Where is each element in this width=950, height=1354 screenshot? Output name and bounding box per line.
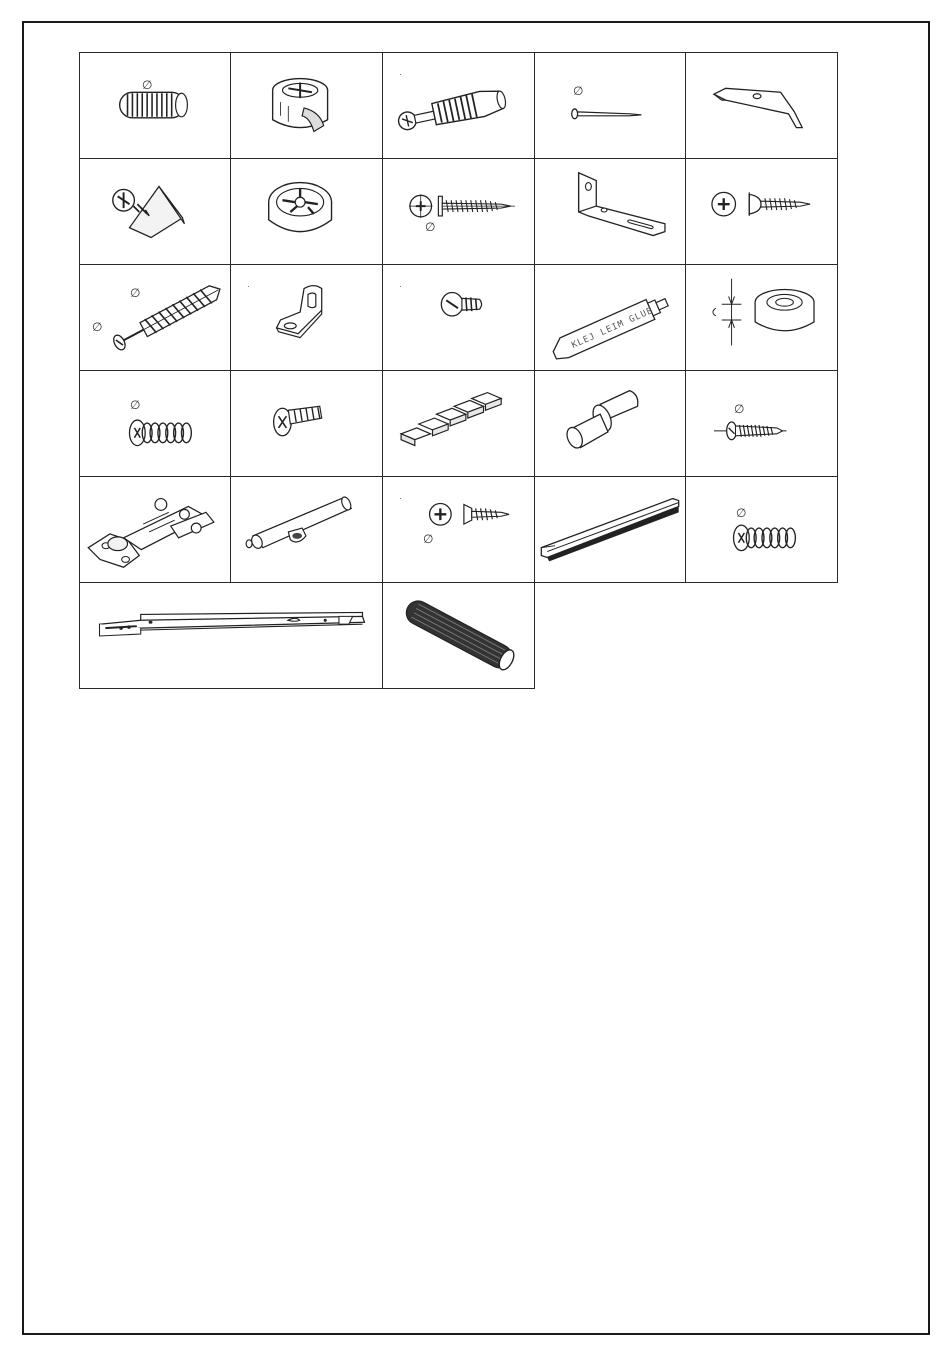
part-handle-bar [230,476,383,583]
part-metal-profile [534,476,686,583]
bracket-icon [231,265,382,370]
part-felt-pads [382,370,535,477]
pin-icon [535,371,685,476]
part-nail [534,52,686,159]
glue-tube-label: KLEJ LEIM GLUE [570,305,655,351]
diameter-mark: ∅ [142,78,153,92]
part-euro-screw [79,370,231,477]
part-bumper-pad [685,264,838,371]
screw-icon [686,477,837,582]
part-short-screw [382,264,535,371]
part-countersunk-screw [685,370,838,477]
cam-lock-icon [231,53,382,158]
diameter-mark: ∅ [423,532,434,546]
screw-icon [383,477,534,582]
bracket-icon [535,159,685,264]
dot-mark: · [399,494,402,503]
runner-icon [80,583,382,688]
dowel-icon [80,53,230,158]
part-wall-plug-screw [79,264,231,371]
part-machine-bolt [230,370,383,477]
diameter-mark: ∅ [736,506,747,520]
screw-icon [686,159,837,264]
screw-icon [80,371,230,476]
bumper-icon [686,265,837,370]
hinge-icon [80,477,230,582]
part-pan-head-screw [685,158,838,265]
profile-icon [535,477,685,582]
diameter-mark: ∅ [734,402,745,416]
part-furniture-foot [230,158,383,265]
screw-icon [686,371,837,476]
part-glue-tube [534,264,686,371]
part-small-angle-bracket [230,264,383,371]
corner-block-icon [80,159,230,264]
part-washer-screw [382,158,535,265]
part-drawer-runner [79,582,383,689]
glue-icon [535,265,685,370]
part-concealed-hinge [79,476,231,583]
wall-plug-icon [80,265,230,370]
cam-bolt-icon [383,53,534,158]
handle-icon [231,477,382,582]
diameter-mark: ∅ [130,398,141,412]
part-long-dowel [382,582,535,689]
part-angle-bracket [534,158,686,265]
foot-icon [231,159,382,264]
diameter-mark: ∅ [130,286,141,300]
screw-icon [383,265,534,370]
nail-icon [535,53,685,158]
diameter-mark: ∅ [425,220,436,234]
part-cam-lock [230,52,383,159]
part-shelf-clip [685,52,838,159]
diameter-mark: ∅ [573,84,584,98]
dot-mark: · [399,70,402,79]
bolt-icon [231,371,382,476]
part-shelf-support-pin [534,370,686,477]
dot-mark: · [399,282,402,291]
clip-icon [686,53,837,158]
part-cam-bolt [382,52,535,159]
dowel-icon [383,583,534,688]
dot-mark: · [247,282,250,291]
part-corner-block [79,158,231,265]
part-countersunk-wood-screw [382,476,535,583]
screw-icon [383,159,534,264]
pad-icon [383,371,534,476]
part-wooden-dowel [79,52,231,159]
diameter-mark: ∅ [92,320,103,334]
part-confirmat-screw [685,476,838,583]
